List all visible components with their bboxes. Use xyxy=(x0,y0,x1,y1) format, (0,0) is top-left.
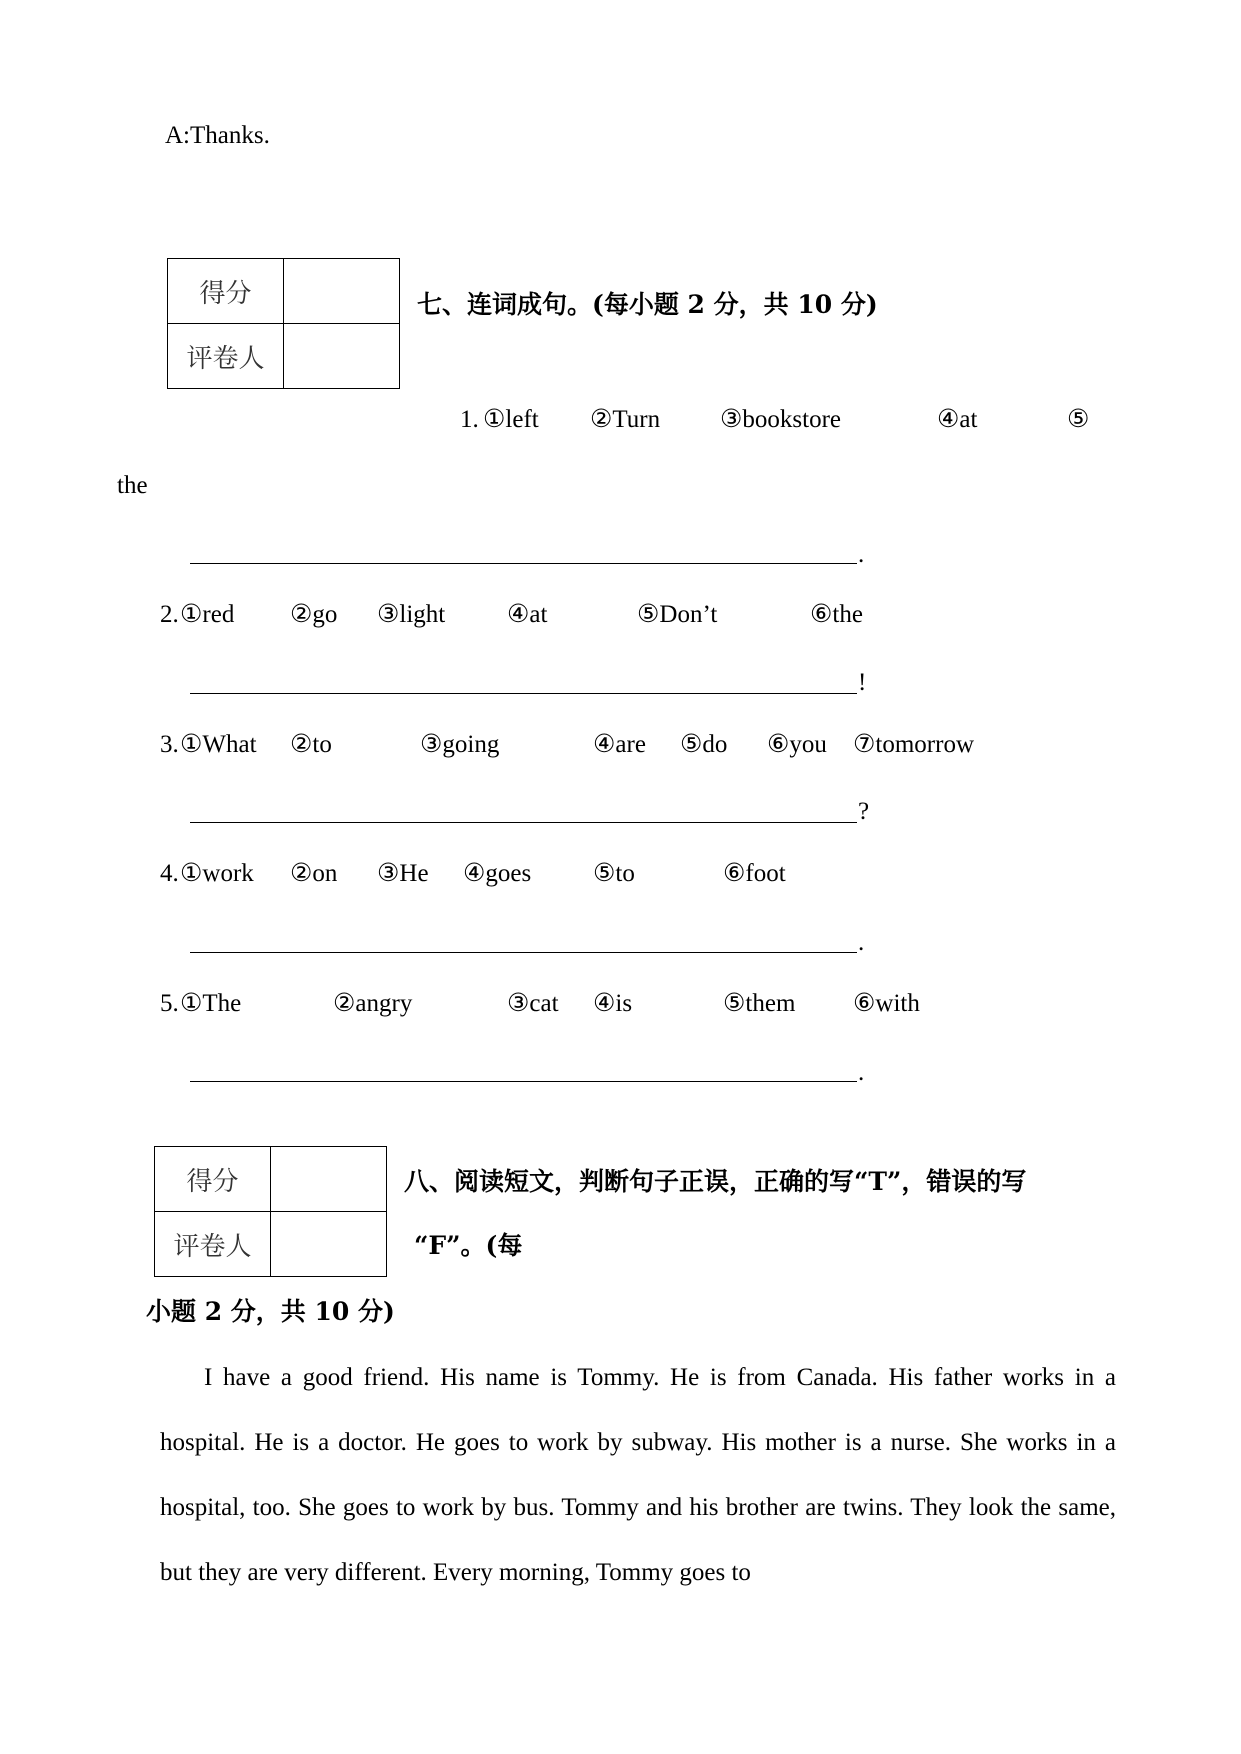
q3-word: ⑥you xyxy=(767,731,827,758)
q4-word: ⑤to xyxy=(593,860,635,887)
q5-word: ⑥with xyxy=(853,990,920,1017)
q1-end-punct: . xyxy=(858,541,865,568)
q3-word: ⑦tomorrow xyxy=(853,731,975,758)
q2-end-punct: ! xyxy=(858,669,867,696)
q3-word: ④are xyxy=(593,731,646,758)
score-field[interactable] xyxy=(271,1147,387,1212)
q2-word: ②go xyxy=(290,601,338,628)
q3-word: ①What xyxy=(180,731,257,758)
q2-word: ⑤Don’t xyxy=(637,601,718,628)
q4-word: ②on xyxy=(290,860,338,887)
q4-word: ③He xyxy=(377,860,429,887)
q3-number: 3. xyxy=(160,731,179,758)
q4-end-punct: . xyxy=(858,929,865,956)
q4-answer-line[interactable] xyxy=(190,952,857,953)
grader-label: 评卷人 xyxy=(168,324,284,389)
q5-word: ③cat xyxy=(507,990,559,1017)
q5-word: ①The xyxy=(180,990,242,1017)
q5-end-punct: . xyxy=(858,1059,865,1086)
q1-word: ③bookstore xyxy=(720,406,842,433)
q4-word: ④goes xyxy=(463,860,532,887)
q3-answer-line[interactable] xyxy=(190,822,857,823)
q5-word: ②angry xyxy=(333,990,413,1017)
score-box xyxy=(154,1146,387,1277)
grader-field[interactable] xyxy=(271,1212,387,1277)
q5-word: ④is xyxy=(593,990,633,1017)
score-field[interactable] xyxy=(284,259,400,324)
score-label: 得分 xyxy=(168,259,284,324)
score-box xyxy=(167,258,400,389)
q2-word: ⑥the xyxy=(810,601,863,628)
q3-word: ⑤do xyxy=(680,731,728,758)
q4-number: 4. xyxy=(160,860,179,887)
reading-passage xyxy=(160,1345,1116,1605)
q1-word: ④at xyxy=(937,406,978,433)
q3-word: ②to xyxy=(290,731,332,758)
q2-word: ④at xyxy=(507,601,548,628)
section-8-heading-line3: 小题 2 分，共 10 分) xyxy=(146,1297,395,1326)
q2-word: ③light xyxy=(377,601,446,628)
q1-word: ①left xyxy=(483,406,539,433)
dialogue-line: A:Thanks. xyxy=(165,122,270,149)
q1-word: ②Turn xyxy=(590,406,661,433)
score-label: 得分 xyxy=(155,1147,271,1212)
q3-word: ③going xyxy=(420,731,500,758)
q1-answer-line[interactable] xyxy=(190,563,857,564)
passage-text: I have a good friend. His name is Tommy. He is from Canada. His father works in a hospital. He is a doctor. He goes to work by subway. His mother is a nurse. She works in a hospital, too. She goes to work by bus. Tommy and his brother are twins. They look the same, but they are very different. Every morning, Tommy goes to xyxy=(160,1364,1116,1586)
q1-word-wrapped: the xyxy=(117,472,148,499)
q4-word: ①work xyxy=(180,860,254,887)
q2-word: ①red xyxy=(180,601,235,628)
q2-answer-line[interactable] xyxy=(190,693,857,694)
q2-number: 2. xyxy=(160,601,179,628)
q5-number: 5. xyxy=(160,990,179,1017)
grader-field[interactable] xyxy=(284,324,400,389)
section-8-heading-line1: 八、阅读短文，判断句子正误，正确的写“T”，错误的写 xyxy=(404,1167,1027,1196)
grader-label: 评卷人 xyxy=(155,1212,271,1277)
section-8-heading-line2: “F”。(每 xyxy=(414,1231,523,1260)
q1-number: 1. xyxy=(460,406,479,433)
q5-word: ⑤them xyxy=(723,990,796,1017)
q5-answer-line[interactable] xyxy=(190,1081,857,1082)
q4-word: ⑥foot xyxy=(723,860,786,887)
q1-word: ⑤ xyxy=(1067,406,1090,433)
section-7-heading: 七、连词成句。(每小题 2 分，共 10 分) xyxy=(417,290,878,319)
q3-end-punct: ? xyxy=(858,798,870,825)
